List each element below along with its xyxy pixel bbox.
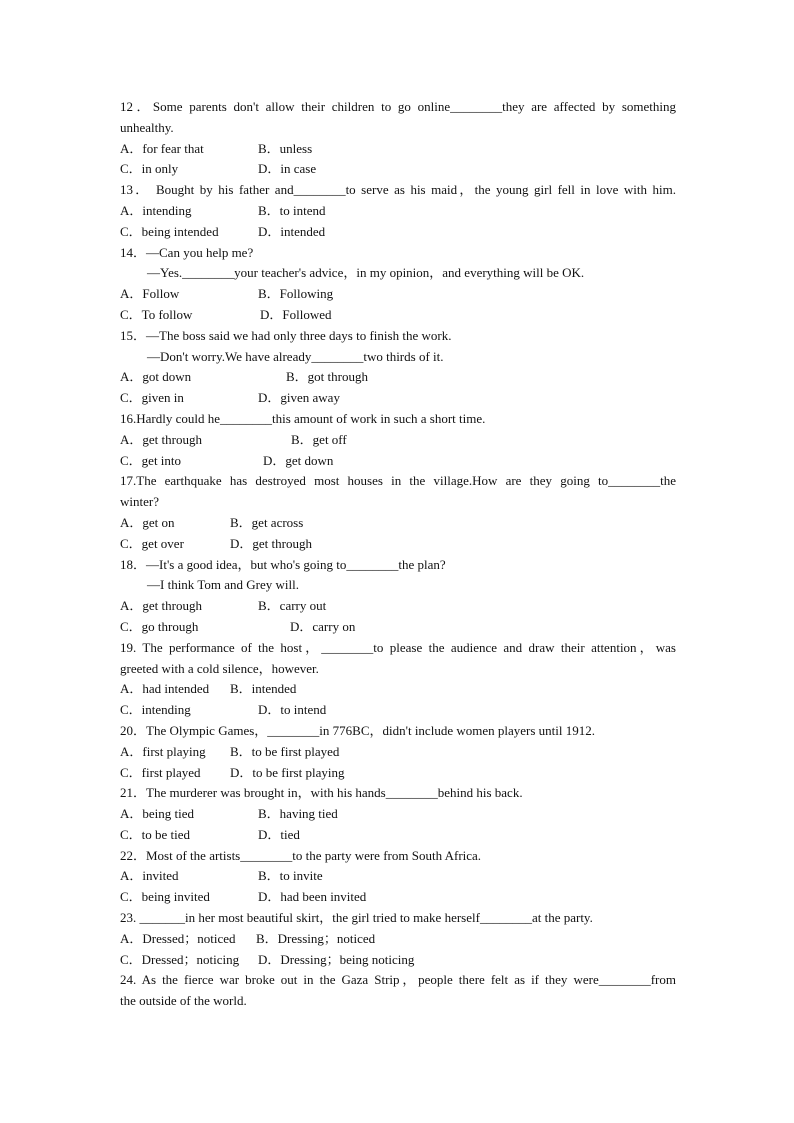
question-23-stem: 23. _______in her most beautiful skirt，the girl tried to make herself________at the party.: [120, 910, 593, 926]
question-14-options-cd: [120, 305, 676, 326]
question-18-options-cd: [120, 617, 676, 638]
option-d: D．intended: [258, 223, 326, 239]
option-a: A．get on: [120, 514, 175, 530]
option-d: D．given away: [258, 390, 340, 406]
question-17-options-cd: [120, 534, 676, 555]
question-12-stem: 12．Some parents don't allow their children to go online________they are affected by something: [120, 99, 676, 114]
question-24-stem: 24. As the fierce war broke out in the Gaza Strip，people there felt as if they were________from: [120, 972, 676, 988]
question-12-stem-cont: unhealthy.: [120, 119, 174, 135]
option-c: C．being invited: [120, 889, 210, 905]
question-21-options-ab: [120, 804, 676, 825]
option-c: C．To follow: [120, 306, 193, 322]
option-b: B．Dressing；noticed: [256, 930, 376, 946]
option-b: B．Following: [258, 286, 334, 302]
question-18-stem: 18．—It's a good idea，but who's going to________the plan?: [120, 556, 446, 572]
option-c: C．in only: [120, 161, 179, 177]
option-c: C．first played: [120, 764, 201, 780]
option-c: C．intending: [120, 702, 191, 718]
question-15-stem: 15．—The boss said we had only three days to finish the work.: [120, 327, 452, 343]
option-c: C．get into: [120, 452, 182, 468]
option-c: C．get over: [120, 535, 184, 551]
option-a: A．get through: [120, 598, 202, 614]
option-b: B．get off: [291, 431, 347, 447]
option-d: D．Followed: [260, 306, 332, 322]
option-c: C．being intended: [120, 223, 219, 239]
question-20-options-cd: [120, 763, 676, 784]
question-22-options-cd: [120, 887, 676, 908]
question-15-options-ab: [120, 367, 676, 388]
question-19-options-cd: [120, 700, 676, 721]
question-16-options-ab: [120, 430, 676, 451]
option-a: A．got down: [120, 369, 192, 385]
question-21-options-cd: [120, 825, 676, 846]
question-23-options-cd: [120, 950, 676, 971]
question-22-stem: 22．Most of the artists________to the party were from South Africa.: [120, 847, 482, 863]
option-b: B．to be first played: [230, 743, 340, 759]
question-19-stem: 19. The performance of the host，________to please the audience and draw their attention，was: [120, 639, 676, 655]
question-17-options-ab: [120, 513, 676, 534]
option-c: C．Dressed；noticing: [120, 951, 240, 967]
option-a: A．being tied: [120, 806, 195, 822]
question-19-options-ab: [120, 679, 676, 700]
question-12-options-ab: [120, 139, 676, 160]
option-b: B．get across: [230, 514, 304, 530]
option-d: D．Dressing；being noticing: [258, 951, 415, 967]
option-b: B．to intend: [258, 202, 326, 218]
option-d: D．to be first playing: [230, 764, 345, 780]
option-c: C．given in: [120, 390, 184, 406]
question-15-stem-cont: —Don't worry.We have already________two thirds of it.: [147, 348, 444, 364]
option-a: A．invited: [120, 868, 179, 884]
option-d: D．get down: [263, 452, 334, 468]
question-17-stem-cont: winter?: [120, 494, 159, 510]
option-a: A．had intended: [120, 681, 210, 697]
question-18-options-ab: [120, 596, 676, 617]
option-d: D．had been invited: [258, 889, 367, 905]
question-22-options-ab: [120, 866, 676, 887]
question-20-options-ab: [120, 742, 676, 763]
question-16-stem: 16.Hardly could he________this amount of work in such a short time.: [120, 410, 486, 426]
option-b: B．having tied: [258, 806, 338, 822]
exam-page: [120, 97, 676, 1012]
question-23-options-ab: [120, 929, 676, 950]
option-d: D．get through: [230, 535, 312, 551]
option-a: A．first playing: [120, 743, 206, 759]
question-16-options-cd: [120, 451, 676, 472]
question-24-stem-cont: the outside of the world.: [120, 993, 247, 1009]
question-18-stem-cont: —I think Tom and Grey will.: [147, 577, 299, 593]
option-b: B．unless: [258, 140, 313, 156]
option-a: A．intending: [120, 202, 192, 218]
option-c: C．to be tied: [120, 826, 191, 842]
option-b: B．carry out: [258, 598, 327, 614]
question-19-stem-cont: greeted with a cold silence，however.: [120, 660, 319, 676]
question-13-options-ab: [120, 201, 676, 222]
question-13-stem: 13． Bought by his father and________to serve as his maid，the young girl fell in love with him.: [120, 182, 676, 198]
option-a: A．Follow: [120, 286, 180, 302]
question-14-options-ab: [120, 284, 676, 305]
question-14-stem: 14．—Can you help me?: [120, 244, 254, 260]
option-a: A．Dressed；noticed: [120, 930, 236, 946]
option-b: B．intended: [230, 681, 297, 697]
option-c: C．go through: [120, 618, 199, 634]
question-17-stem: 17.The earthquake has destroyed most houses in the village.How are they going to________the: [120, 473, 676, 489]
question-12-options-cd: [120, 159, 676, 180]
question-15-options-cd: [120, 388, 676, 409]
option-d: D．to intend: [258, 702, 327, 718]
option-a: A．for fear that: [120, 140, 204, 156]
option-d: D．in case: [258, 161, 317, 177]
option-a: A．get through: [120, 431, 202, 447]
option-d: D．carry on: [290, 618, 356, 634]
question-14-stem-cont: —Yes.________your teacher's advice，in my opinion，and everything will be OK.: [147, 265, 585, 281]
option-d: D．tied: [258, 826, 300, 842]
option-b: B．to invite: [258, 868, 323, 884]
option-b: B．got through: [286, 369, 368, 385]
question-13-options-cd: [120, 222, 676, 243]
question-21-stem: 21．The murderer was brought in，with his hands________behind his back.: [120, 785, 523, 801]
question-20-stem: 20．The Olympic Games，________in 776BC，didn't include women players until 1912.: [120, 722, 595, 738]
